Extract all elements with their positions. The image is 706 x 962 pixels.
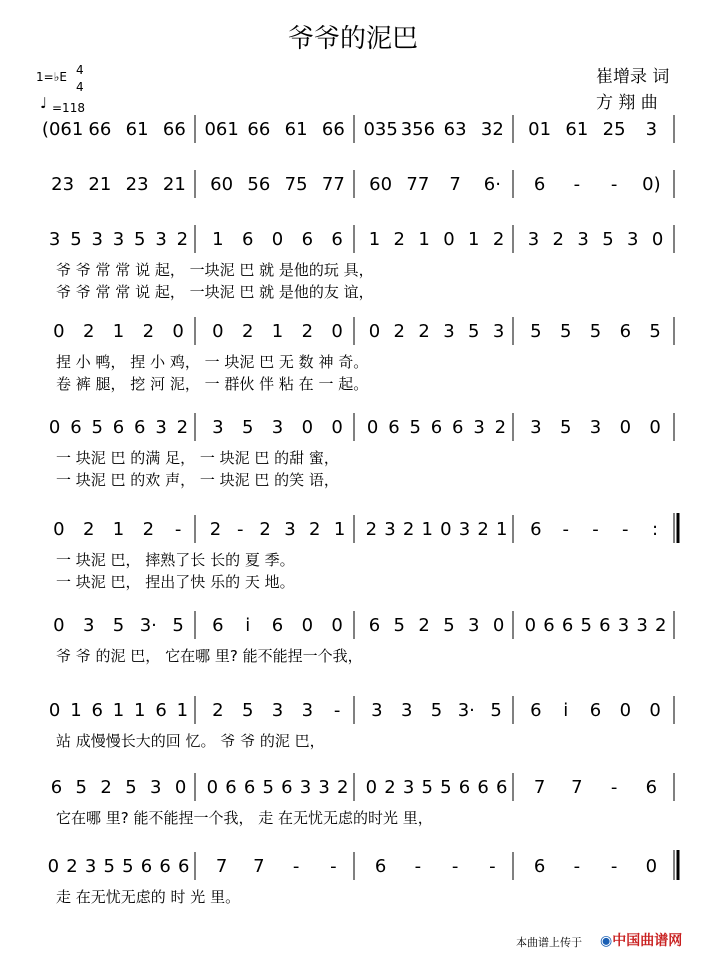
note-token: 7 xyxy=(571,777,583,798)
lyric-line: 一 块泥 巴 的欢 声， 一 块泥 巴 的笑 语， xyxy=(56,471,339,489)
note-token: 3 xyxy=(384,519,396,540)
note-token: 6 xyxy=(533,174,546,195)
note-token: 5 xyxy=(75,777,87,798)
note-token: 2 xyxy=(393,321,405,342)
note-token: 3 xyxy=(402,777,415,798)
note-token: 2 xyxy=(402,519,415,540)
note-token: 6 xyxy=(530,700,542,721)
note-token: 0 xyxy=(48,700,61,721)
note-token: 66 xyxy=(88,119,112,140)
note-token: 2 xyxy=(142,519,155,540)
note-token: 63 xyxy=(443,119,467,140)
note-token: 2 xyxy=(66,856,78,877)
note-token: - xyxy=(610,777,618,798)
note-token: 66 xyxy=(162,119,186,140)
note-token: - xyxy=(610,856,618,877)
note-token: 5 xyxy=(103,856,115,877)
note-token: 2 xyxy=(654,615,667,636)
note-token: 3 xyxy=(301,700,314,721)
note-token: 5 xyxy=(112,615,125,636)
note-token: 0 xyxy=(331,615,343,636)
note-token: 0 xyxy=(649,700,661,721)
note-token: 2 xyxy=(142,321,155,342)
note-token: 6 xyxy=(271,615,284,636)
note-token: 2 xyxy=(393,229,405,250)
note-token: 0 xyxy=(206,777,219,798)
note-token: 3 xyxy=(443,321,455,342)
note-token: 6 xyxy=(533,856,546,877)
note-token: 5 xyxy=(262,777,274,798)
note-token: 5 xyxy=(468,321,480,342)
note-token: 1 xyxy=(176,700,189,721)
note-token: 0) xyxy=(642,174,661,195)
note-token: 2 xyxy=(82,321,95,342)
song-title: 爷爷的泥巴 xyxy=(287,24,418,54)
note-token: 5 xyxy=(172,615,184,636)
note-token: 6 xyxy=(619,321,632,342)
note-token: 3 xyxy=(84,856,97,877)
note-token: 5 xyxy=(91,417,103,438)
note-token: 6 xyxy=(561,615,574,636)
note-token: - xyxy=(573,856,581,877)
note-token: 3 xyxy=(271,700,284,721)
note-token: 66 xyxy=(321,119,345,140)
note-token: 3 xyxy=(617,615,630,636)
note-token: 1 xyxy=(212,229,224,250)
note-token: 0 xyxy=(649,417,661,438)
note-token: - xyxy=(489,856,496,877)
lyric-line: 爷 爷 的泥 巴， 它在哪 里? 能不能捏一个我， xyxy=(56,647,363,665)
lyric-line: 一 块泥 巴， 摔熟了长 长的 夏 季。 xyxy=(56,551,295,569)
note-token: 60 xyxy=(210,174,234,195)
note-token: 75 xyxy=(284,174,308,195)
note-token: 2 xyxy=(309,519,321,540)
note-token: 7 xyxy=(215,856,228,877)
note-token: 6 xyxy=(599,615,611,636)
note-token: 3 xyxy=(492,321,505,342)
tempo-marking: =118 xyxy=(52,101,85,115)
note-token: 5 xyxy=(70,229,82,250)
note-token: 1 xyxy=(70,700,82,721)
note-token: - xyxy=(592,519,599,540)
lyric-line: 卷 裤 腿， 挖 河 泥， 一 群伙 伴 粘 在 一 起。 xyxy=(56,375,369,393)
note-token: 5 xyxy=(125,777,137,798)
note-token: 0 xyxy=(48,417,61,438)
note-token: 0 xyxy=(174,777,187,798)
note-token: 1 xyxy=(495,519,508,540)
note-token: 77 xyxy=(406,174,430,195)
quarter-note-icon: ♩ xyxy=(40,94,48,112)
note-token: 6 xyxy=(452,417,464,438)
note-token: 2 xyxy=(176,229,189,250)
note-token: 0 xyxy=(301,615,314,636)
note-token: 0 xyxy=(440,519,452,540)
note-token: 0 xyxy=(443,229,455,250)
note-token: 6 xyxy=(301,229,314,250)
note-token: 3 xyxy=(400,700,413,721)
note-token: 1 xyxy=(134,700,146,721)
note-token: 3 xyxy=(299,777,312,798)
note-token: 1 xyxy=(368,229,381,250)
note-token: 3 xyxy=(527,229,540,250)
note-token: 56 xyxy=(247,174,271,195)
note-token: 3 xyxy=(530,417,542,438)
note-token: 3 xyxy=(318,777,330,798)
note-token: 32 xyxy=(480,119,504,140)
note-token: - xyxy=(330,856,337,877)
note-token: 3 xyxy=(473,417,485,438)
note-token: 6 xyxy=(225,777,237,798)
note-token: 0 xyxy=(365,777,378,798)
note-token: 2 xyxy=(492,229,505,250)
note-token: 2 xyxy=(365,519,378,540)
note-token: - xyxy=(414,856,422,877)
note-token: : xyxy=(652,519,659,540)
note-token: 6 xyxy=(243,777,256,798)
note-token: - xyxy=(292,856,300,877)
footer-upload-text: 本曲谱上传于 xyxy=(516,936,582,949)
lyric-line: 捏 小 鸭， 捏 小 鸡， 一 块泥 巴 无 数 神 奇。 xyxy=(56,353,369,371)
note-token: 5 xyxy=(649,321,661,342)
note-token: 3 xyxy=(284,519,296,540)
note-token: 1 xyxy=(333,519,346,540)
note-token: 061 xyxy=(204,119,239,140)
note-token: 0 xyxy=(366,417,379,438)
note-token: 0 xyxy=(651,229,664,250)
lyric-line: 一 块泥 巴， 捏出了快 乐的 天 地。 xyxy=(56,573,295,591)
lyric-line: 站 成慢慢长大的回 忆。 爷 爷 的泥 巴， xyxy=(56,732,325,750)
note-token: 356 xyxy=(400,119,436,140)
note-token: 5 xyxy=(559,321,572,342)
note-token: - xyxy=(573,174,581,195)
note-token: 23 xyxy=(125,174,149,195)
note-token: 6 xyxy=(155,700,167,721)
note-token: 3 xyxy=(645,119,658,140)
note-token: 0 xyxy=(53,519,65,540)
note-token: 0 xyxy=(524,615,537,636)
note-token: 5 xyxy=(430,700,443,721)
note-token: 2 xyxy=(212,700,224,721)
note-token: 5 xyxy=(440,777,452,798)
note-token: 6 xyxy=(159,856,171,877)
note-token: 6 xyxy=(530,519,542,540)
note-token: 0 xyxy=(301,417,314,438)
note-token: 5 xyxy=(589,321,602,342)
note-token: 7 xyxy=(449,174,461,195)
note-token: 3· xyxy=(457,700,475,721)
note-token: 0 xyxy=(492,615,505,636)
note-token: 7 xyxy=(253,856,265,877)
note-token: 0 xyxy=(212,321,224,342)
note-token: 1 xyxy=(112,700,125,721)
note-token: 3 xyxy=(150,777,162,798)
note-token: 5 xyxy=(122,856,134,877)
note-token: 5 xyxy=(409,417,421,438)
note-token: 3 xyxy=(212,417,224,438)
note-token: 5 xyxy=(241,417,254,438)
note-token: 7 xyxy=(533,777,546,798)
note-token: 1 xyxy=(271,321,284,342)
note-token: 3 xyxy=(91,229,103,250)
note-token: 3 xyxy=(627,229,639,250)
note-token: 3 xyxy=(48,229,61,250)
note-token: 3 xyxy=(458,519,471,540)
note-token: 2 xyxy=(82,519,95,540)
note-token: (061 xyxy=(41,119,84,140)
note-token: 1 xyxy=(421,519,433,540)
note-token: - xyxy=(451,856,459,877)
note-token: 3 xyxy=(155,229,167,250)
note-token: 6 xyxy=(645,777,658,798)
note-token: 6 xyxy=(495,777,508,798)
note-token: 2 xyxy=(176,417,189,438)
note-token: 3 xyxy=(636,615,648,636)
note-token: 2 xyxy=(259,519,271,540)
note-token: 2 xyxy=(384,777,396,798)
note-token: 6 xyxy=(589,700,602,721)
note-token: 5 xyxy=(393,615,405,636)
note-token: 21 xyxy=(162,174,186,195)
note-token: 3 xyxy=(589,417,602,438)
note-token: 3 xyxy=(577,229,589,250)
note-token: - xyxy=(174,519,182,540)
note-token: 0 xyxy=(271,229,284,250)
key-signature: 1=♭E xyxy=(36,70,67,84)
note-token: - xyxy=(562,519,569,540)
note-token: 5 xyxy=(241,700,254,721)
lyric-line: 爷 爷 常 常 说 起， 一块泥 巴 就 是他的友 谊， xyxy=(56,283,374,301)
time-signature-top: 4 xyxy=(76,63,84,77)
note-token: 77 xyxy=(321,174,345,195)
note-token: 6 xyxy=(477,777,489,798)
note-token: 1 xyxy=(468,229,480,250)
lyricist-credit: 崔增录 词 xyxy=(596,67,670,87)
note-token: 6 xyxy=(281,777,293,798)
composer-credit: 方 翔 曲 xyxy=(596,93,658,113)
note-token: - xyxy=(610,174,618,195)
note-token: 2 xyxy=(552,229,564,250)
note-token: 0 xyxy=(53,615,65,636)
note-token: 21 xyxy=(88,174,112,195)
note-token: 5 xyxy=(559,417,572,438)
note-token: i xyxy=(245,615,251,636)
lyric-line: 走 在无忧无虑的 时 光 里。 xyxy=(56,888,241,906)
note-token: 5 xyxy=(443,615,455,636)
note-token: - xyxy=(622,519,629,540)
note-token: 0 xyxy=(331,417,343,438)
note-token: 0 xyxy=(619,700,632,721)
note-token: 6 xyxy=(50,777,63,798)
note-token: 2 xyxy=(209,519,222,540)
note-token: 6 xyxy=(368,615,381,636)
note-token: 5 xyxy=(490,700,502,721)
note-token: 3 xyxy=(155,417,167,438)
note-token: 0 xyxy=(331,321,343,342)
lyric-line: 它在哪 里? 能不能捏一个我， 走 在无忧无虑的时光 里， xyxy=(56,809,433,827)
note-token: 6· xyxy=(483,174,501,195)
note-token: 6 xyxy=(70,417,82,438)
note-token: 6 xyxy=(543,615,555,636)
note-token: 2 xyxy=(336,777,349,798)
note-token: 66 xyxy=(247,119,271,140)
note-token: 0 xyxy=(53,321,65,342)
note-token: 2 xyxy=(100,777,112,798)
note-token: 61 xyxy=(565,119,589,140)
note-token: 5 xyxy=(421,777,433,798)
note-token: 3 xyxy=(371,700,383,721)
note-token: 60 xyxy=(369,174,393,195)
note-token: 3 xyxy=(271,417,284,438)
note-token: 5 xyxy=(580,615,592,636)
note-token: 3 xyxy=(112,229,125,250)
note-token: 1 xyxy=(112,519,125,540)
site-logo: ◉中国曲谱网 xyxy=(600,933,683,949)
note-token: 035 xyxy=(363,119,398,140)
note-token: 2 xyxy=(494,417,507,438)
note-token: 5 xyxy=(530,321,542,342)
note-token: 6 xyxy=(140,856,153,877)
note-token: 0 xyxy=(172,321,184,342)
note-token: 23 xyxy=(51,174,75,195)
note-token: 3· xyxy=(139,615,157,636)
note-token: 5 xyxy=(134,229,146,250)
note-token: i xyxy=(563,700,569,721)
note-token: 1 xyxy=(418,229,430,250)
note-token: 0 xyxy=(645,856,658,877)
note-token: 6 xyxy=(177,856,190,877)
lyric-line: 爷 爷 常 常 说 起， 一块泥 巴 就 是他的玩 具， xyxy=(56,261,374,279)
note-token: 6 xyxy=(212,615,224,636)
note-token: - xyxy=(333,700,341,721)
note-token: 6 xyxy=(331,229,343,250)
time-signature-bottom: 4 xyxy=(76,80,84,94)
note-token: 61 xyxy=(125,119,149,140)
note-token: 2 xyxy=(418,321,430,342)
note-token: 6 xyxy=(112,417,125,438)
note-token: 3 xyxy=(468,615,480,636)
note-token: 6 xyxy=(91,700,103,721)
note-token: 2 xyxy=(241,321,254,342)
note-token: 0 xyxy=(47,856,60,877)
note-token: 61 xyxy=(284,119,308,140)
note-token: 5 xyxy=(602,229,614,250)
note-token: 6 xyxy=(241,229,254,250)
lyric-line: 一 块泥 巴 的满 足， 一 块泥 巴 的甜 蜜， xyxy=(56,449,339,467)
note-token: 0 xyxy=(368,321,381,342)
note-token: 2 xyxy=(301,321,314,342)
note-token: 25 xyxy=(602,119,626,140)
note-token: 01 xyxy=(528,119,552,140)
note-token: - xyxy=(237,519,244,540)
note-token: 1 xyxy=(112,321,125,342)
note-token: 2 xyxy=(418,615,430,636)
note-token: 6 xyxy=(388,417,400,438)
note-token: 6 xyxy=(430,417,443,438)
note-token: 6 xyxy=(374,856,387,877)
note-token: 2 xyxy=(477,519,489,540)
note-token: 6 xyxy=(458,777,471,798)
note-token: 6 xyxy=(134,417,146,438)
note-token: 0 xyxy=(619,417,632,438)
note-token: 3 xyxy=(82,615,95,636)
